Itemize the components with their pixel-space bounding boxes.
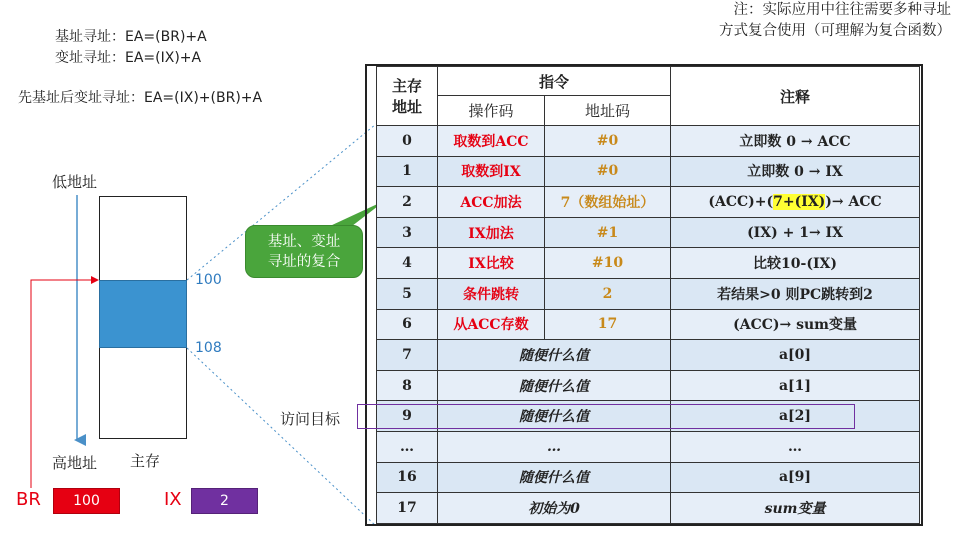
row-address: 2 [377, 187, 438, 218]
table-row [377, 462, 920, 493]
note-line-2: 方式复合使用（可理解为复合函数） [719, 23, 951, 39]
row-operand: #10 [545, 248, 671, 279]
row-content: 随便什么值 [438, 370, 671, 401]
row-operand: 7（数组始址） [545, 187, 671, 218]
row-comment: 若结果>0 则PC跳转到2 [671, 278, 920, 309]
table-row [377, 248, 920, 279]
row-comment: (IX) + 1→ IX [671, 217, 920, 248]
table-row [377, 187, 920, 218]
row-address: 3 [377, 217, 438, 248]
row-comment: 比较10-(IX) [671, 248, 920, 279]
row-comment: a[1] [671, 370, 920, 401]
address-108-label: 108 [195, 340, 222, 356]
row-comment: a[9] [671, 462, 920, 493]
row-opcode: IX比较 [438, 248, 545, 279]
ix-register-label: IX [164, 489, 182, 510]
table-row [377, 156, 920, 187]
table-row [377, 217, 920, 248]
row-comment: sum变量 [671, 493, 920, 524]
row-address: … [377, 431, 438, 462]
row-content: 随便什么值 [438, 340, 671, 371]
row-address: 5 [377, 278, 438, 309]
br-register-value: 100 [53, 488, 120, 514]
callout-base-index-combo [245, 225, 363, 278]
row-operand: 2 [545, 278, 671, 309]
index-addressing-formula: 变址寻址：EA=(IX)+A [55, 50, 202, 66]
table-row [377, 126, 920, 157]
callout-line-2: 寻址的复合 [267, 253, 341, 270]
row-comment: a[0] [671, 340, 920, 371]
table-row [377, 278, 920, 309]
header-instruction: 指令 [438, 67, 671, 96]
access-target-highlight [357, 404, 855, 429]
row-comment: 立即数 0 → ACC [671, 126, 920, 157]
row-opcode: 条件跳转 [438, 278, 545, 309]
ix-register-value: 2 [191, 488, 258, 514]
row-operand: #0 [545, 156, 671, 187]
header-opcode: 操作码 [438, 96, 545, 126]
row-opcode: 取数到IX [438, 156, 545, 187]
table-row [377, 431, 920, 462]
row-opcode: 取数到ACC [438, 126, 545, 157]
header-operand: 地址码 [545, 96, 671, 126]
row-address: 7 [377, 340, 438, 371]
main-memory-label: 主存 [130, 452, 161, 470]
row-opcode: ACC加法 [438, 187, 545, 218]
combined-addressing-formula: 先基址后变址寻址：EA=(IX)+(BR)+A [18, 90, 263, 106]
row-address: 6 [377, 309, 438, 340]
row-opcode: 从ACC存数 [438, 309, 545, 340]
callout-line-1: 基址、变址 [267, 233, 341, 250]
row-comment: a[2] [671, 401, 920, 432]
instruction-table [376, 66, 920, 524]
row-content: 随便什么值 [438, 401, 671, 432]
row-address: 0 [377, 126, 438, 157]
comment-suffix: )→ ACC [825, 193, 882, 210]
header-address: 主存 地址 [377, 67, 438, 126]
row-operand: 17 [545, 309, 671, 340]
address-100-label: 100 [195, 272, 222, 288]
row-address: 17 [377, 493, 438, 524]
high-address-label: 高地址 [52, 454, 98, 472]
table-row [377, 370, 920, 401]
row-address: 4 [377, 248, 438, 279]
row-comment [671, 187, 920, 218]
row-content: 随便什么值 [438, 462, 671, 493]
row-comment: 立即数 0 → IX [671, 156, 920, 187]
br-register-label: BR [16, 489, 41, 510]
row-content: 初始为0 [438, 493, 671, 524]
header-comment: 注释 [671, 67, 920, 126]
row-address: 16 [377, 462, 438, 493]
base-addressing-formula: 基址寻址：EA=(BR)+A [55, 29, 207, 45]
access-target-label: 访问目标 [280, 410, 341, 428]
comment-prefix: (ACC)+( [708, 193, 774, 210]
row-content: … [438, 431, 671, 462]
row-comment: (ACC)→ sum变量 [671, 309, 920, 340]
table-row [377, 493, 920, 524]
table-row [377, 309, 920, 340]
row-opcode: IX加法 [438, 217, 545, 248]
row-operand: #1 [545, 217, 671, 248]
low-address-label: 低地址 [52, 173, 98, 191]
row-operand: #0 [545, 126, 671, 157]
note-line-1: 注：实际应用中往往需要多种寻址 [733, 2, 951, 18]
row-address: 9 [377, 401, 438, 432]
br-pointer-arrow [31, 280, 97, 488]
row-comment: … [671, 431, 920, 462]
row-address: 1 [377, 156, 438, 187]
table-row [377, 340, 920, 371]
row-address: 8 [377, 370, 438, 401]
comment-highlight: 7+(IX) [773, 193, 826, 210]
